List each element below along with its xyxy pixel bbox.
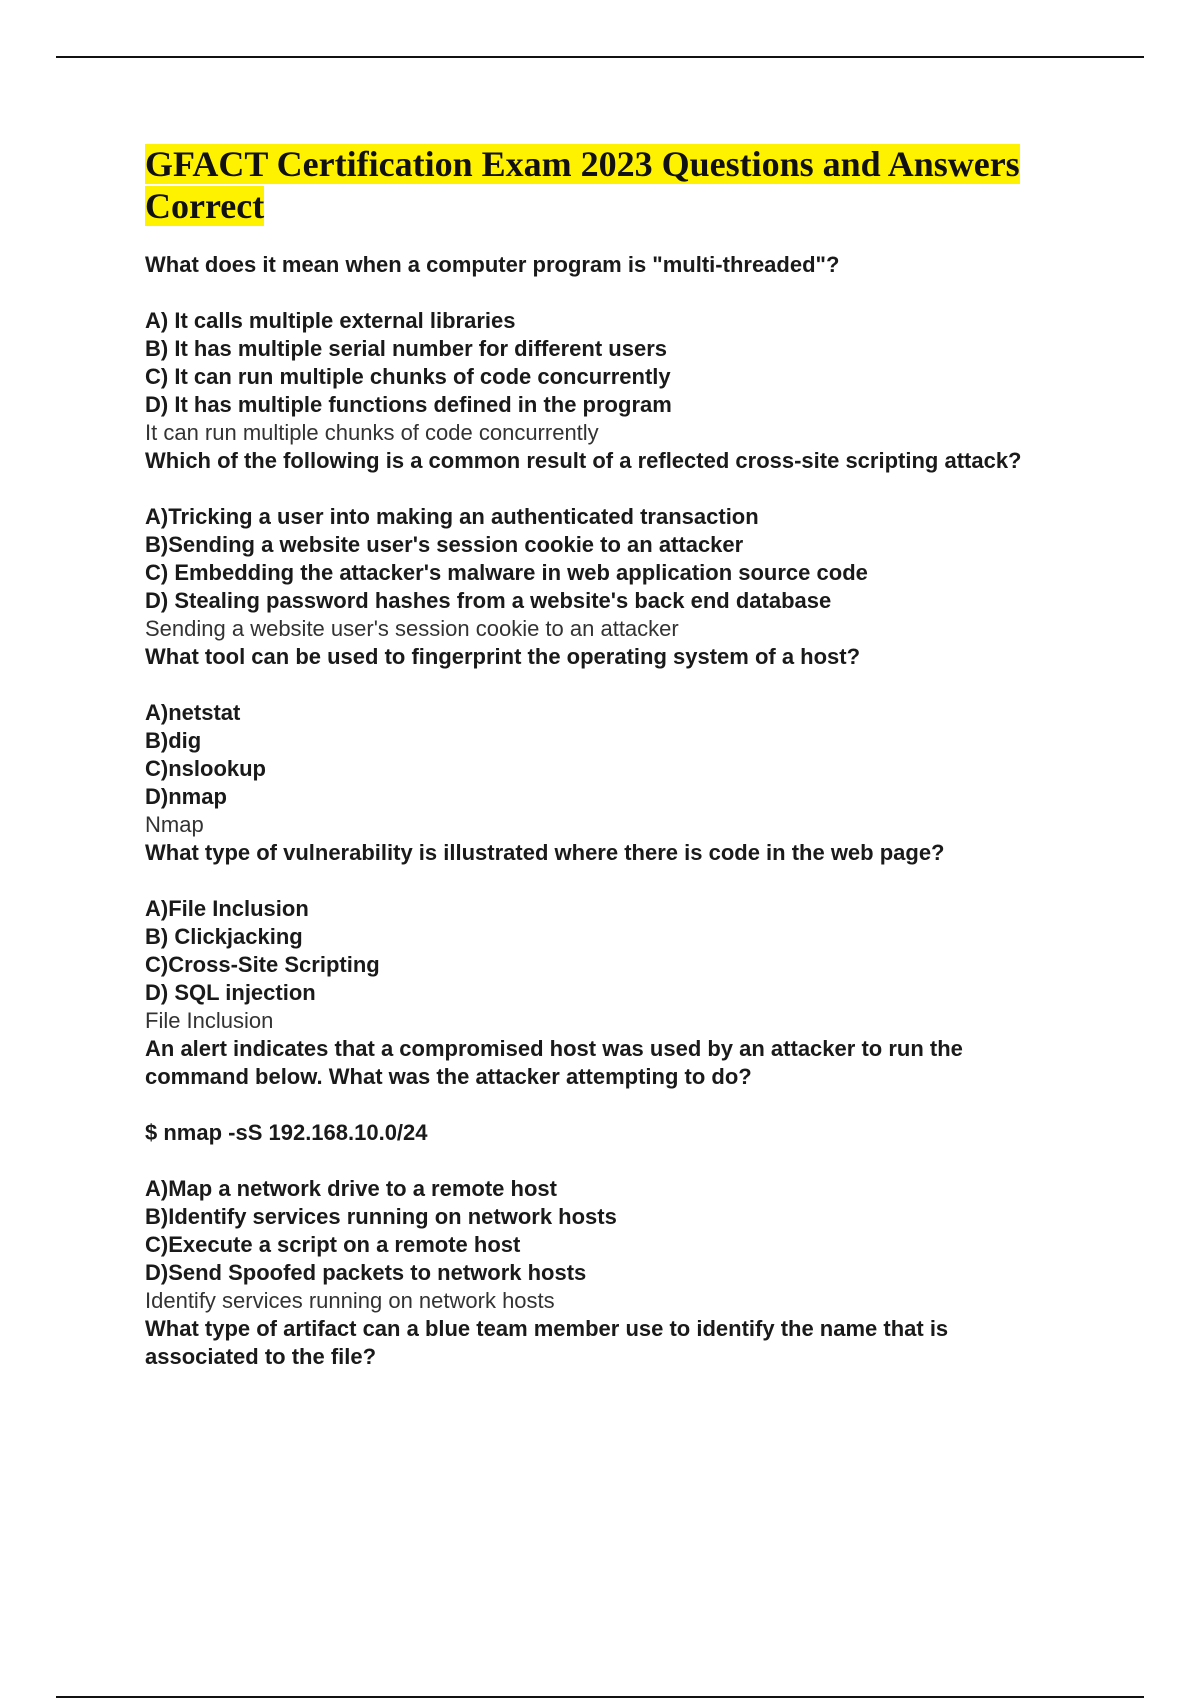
top-rule bbox=[56, 56, 1144, 58]
option-b: B)Identify services running on network hosts bbox=[145, 1204, 617, 1229]
document-body bbox=[145, 143, 1065, 1371]
answer-text: Sending a website user's session cookie to an attacker bbox=[145, 616, 679, 641]
question-text: What tool can be used to fingerprint the operating system of a host? bbox=[145, 644, 861, 669]
option-d: D) Stealing password hashes from a website's back end database bbox=[145, 588, 832, 613]
option-b: B)Sending a website user's session cookie to an attacker bbox=[145, 532, 744, 557]
option-c: C)Execute a script on a remote host bbox=[145, 1232, 521, 1257]
question-block bbox=[145, 1315, 1065, 1371]
options-list bbox=[145, 1175, 1065, 1287]
options-list bbox=[145, 307, 1065, 419]
option-c: C) It can run multiple chunks of code concurrently bbox=[145, 364, 671, 389]
question-block bbox=[145, 839, 1065, 1035]
option-c: C)nslookup bbox=[145, 756, 266, 781]
question-text: What type of vulnerability is illustrated where there is code in the web page? bbox=[145, 840, 945, 865]
option-b: B) It has multiple serial number for different users bbox=[145, 336, 667, 361]
option-d: D)nmap bbox=[145, 784, 227, 809]
option-a: A) It calls multiple external libraries bbox=[145, 308, 516, 333]
answer-text: It can run multiple chunks of code concurrently bbox=[145, 420, 599, 445]
option-b: B)dig bbox=[145, 728, 202, 753]
answer-text: Nmap bbox=[145, 812, 204, 837]
answer-text: File Inclusion bbox=[145, 1008, 274, 1033]
question-text: An alert indicates that a compromised host was used by an attacker to run the command below. What was the attacker attempting to do? bbox=[145, 1036, 963, 1089]
question-block bbox=[145, 643, 1065, 839]
option-a: A)File Inclusion bbox=[145, 896, 309, 921]
document-title bbox=[145, 143, 1065, 227]
question-text: What does it mean when a computer program is "multi-threaded"? bbox=[145, 252, 840, 277]
option-b: B) Clickjacking bbox=[145, 924, 303, 949]
option-d: D) It has multiple functions defined in the program bbox=[145, 392, 672, 417]
option-a: A)Map a network drive to a remote host bbox=[145, 1176, 557, 1201]
option-a: A)Tricking a user into making an authenticated transaction bbox=[145, 504, 759, 529]
question-block bbox=[145, 1035, 1065, 1315]
document-title-text: GFACT Certification Exam 2023 Questions and Answers Correct bbox=[145, 144, 1020, 226]
bottom-rule bbox=[56, 1696, 1144, 1698]
question-block bbox=[145, 447, 1065, 643]
option-a: A)netstat bbox=[145, 700, 241, 725]
option-c: C)Cross-Site Scripting bbox=[145, 952, 380, 977]
option-c: C) Embedding the attacker's malware in web application source code bbox=[145, 560, 868, 585]
answer-text: Identify services running on network hosts bbox=[145, 1288, 555, 1313]
option-d: D) SQL injection bbox=[145, 980, 316, 1005]
command-line: $ nmap -sS 192.168.10.0/24 bbox=[145, 1120, 428, 1145]
question-block bbox=[145, 251, 1065, 447]
question-text: What type of artifact can a blue team member use to identify the name that is associated to the file? bbox=[145, 1316, 949, 1369]
option-d: D)Send Spoofed packets to network hosts bbox=[145, 1260, 587, 1285]
options-list bbox=[145, 699, 1065, 811]
question-text: Which of the following is a common result of a reflected cross-site scripting attack? bbox=[145, 448, 1022, 473]
options-list bbox=[145, 895, 1065, 1007]
options-list bbox=[145, 503, 1065, 615]
